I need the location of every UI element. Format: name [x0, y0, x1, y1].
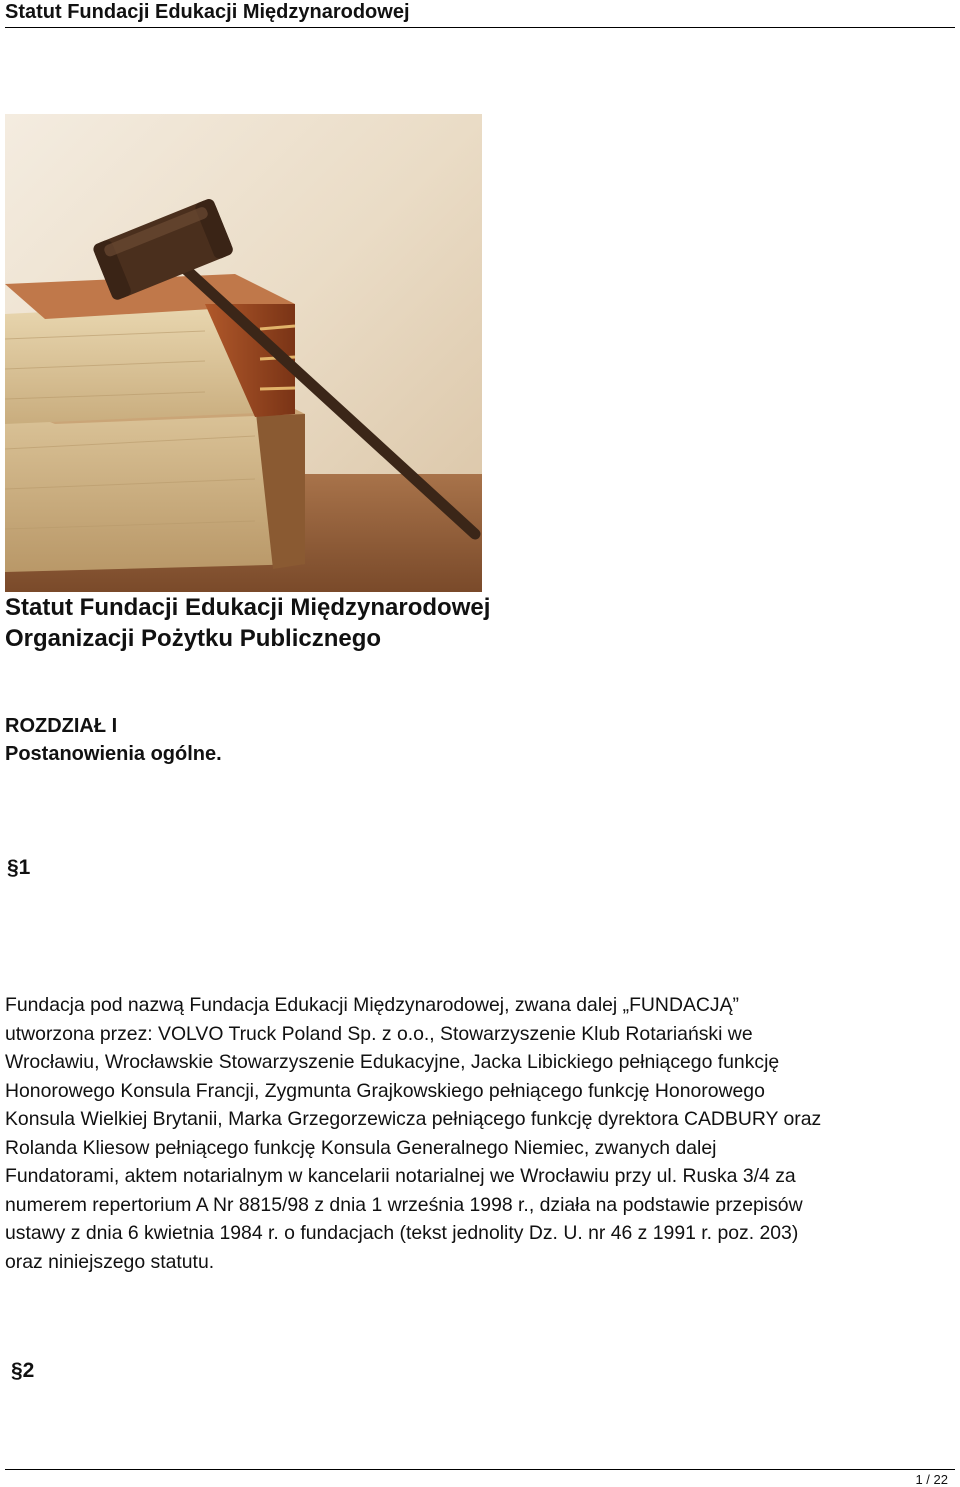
- section-1-heading: §1: [7, 856, 31, 879]
- chapter-number: ROZDZIAŁ I: [5, 715, 118, 737]
- running-header-title: Statut Fundacji Edukacji Międzynarodowej: [5, 1, 410, 23]
- document-title: [5, 592, 490, 654]
- document-title-line-2: Organizacji Pożytku Publicznego: [5, 625, 382, 652]
- gavel-on-books-photo: [5, 114, 482, 592]
- section-2-heading: §2: [11, 1359, 35, 1382]
- header-divider: [5, 27, 955, 28]
- page-number: 1 / 22: [915, 1472, 948, 1487]
- chapter-heading: [5, 712, 222, 768]
- section-1-paragraph: Fundacja pod nazwą Fundacja Edukacji Międzynarodowej, zwana dalej „FUNDACJĄ” utworzona przez: VOLVO Truck Poland Sp. z o.o., Stowarzyszenie Klub Rotariański we Wrocławiu, Wrocławskie Stowarzyszenie Edukacyjne, Jacka Libickiego pełniącego funkcję Honorowego Konsula Francji, Zygmunta Grajkowskiego pełniącego funkcję Honorowego Konsula Wielkiej Brytanii, Marka Grzegorzewicza pełniącego funkcję dyrektora CADBURY oraz Rolanda Kliesow pełniącego funkcję Konsula Generalnego Niemiec, zwanych dalej Fundatorami, aktem notarialnym w kancelarii notarialnej we Wrocławiu przy ul. Ruska 3/4 za numerem repertorium A Nr 8815/98 z dnia 1 września 1998 r., działa na podstawie przepisów ustawy z dnia 6 kwietnia 1984 r. o fundacjach (tekst jednolity Dz. U. nr 46 z 1991 r. poz. 203) oraz niniejszego statutu.: [5, 994, 822, 1273]
- document-title-line-1: Statut Fundacji Edukacji Międzynarodowej: [5, 594, 491, 621]
- chapter-title: Postanowienia ogólne.: [5, 743, 222, 765]
- footer-divider: [5, 1469, 955, 1470]
